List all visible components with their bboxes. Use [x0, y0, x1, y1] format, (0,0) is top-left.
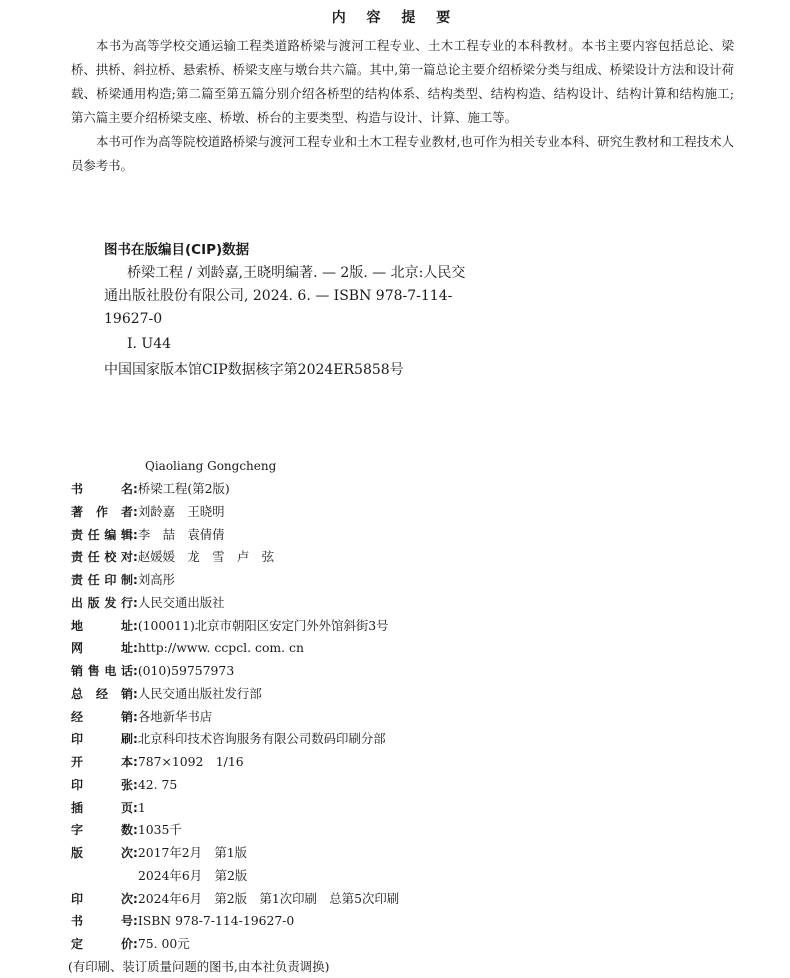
cip-classification: Ⅰ. U44	[127, 336, 172, 352]
colophon-label: 开 本	[71, 755, 133, 769]
colophon-colon: :	[133, 664, 138, 678]
colophon-colon: :	[133, 755, 138, 769]
colophon-label: 印 次	[71, 891, 133, 906]
colophon-footnote: (有印刷、装订质量问题的图书,由本社负责调换)	[68, 958, 330, 974]
cip-data-block	[104, 240, 474, 382]
colophon-row	[71, 524, 771, 547]
colophon-colon: :	[133, 641, 138, 656]
colophon-colon: :	[133, 914, 138, 929]
colophon-value: 刘龄嘉 王晓明	[137, 503, 225, 519]
colophon-value: 787×1092 1/16	[137, 754, 244, 769]
colophon-label: 网 址	[71, 641, 133, 656]
colophon-label: 总 经 销	[71, 686, 133, 701]
colophon-colon: :	[133, 504, 138, 519]
colophon-label: 出 版 发 行	[71, 595, 133, 610]
colophon-row	[71, 819, 771, 842]
colophon-label: 书 名	[71, 482, 133, 496]
colophon-label: 责 任 编 辑	[71, 527, 133, 542]
colophon-value: 北京科印技术咨询服务有限公司数码印刷分部	[137, 731, 386, 747]
colophon-rows	[71, 478, 771, 956]
colophon-row	[71, 865, 771, 888]
colophon-label: 字 数	[71, 823, 133, 838]
colophon-row	[71, 683, 771, 706]
colophon-label: 责 任 印 制	[71, 573, 133, 587]
colophon-label: 书 号	[71, 914, 133, 929]
colophon-row	[71, 933, 771, 956]
colophon-label: 定 价	[71, 937, 133, 951]
colophon-row	[71, 592, 771, 615]
colophon-value: 人民交通出版社	[137, 594, 225, 610]
colophon-value: (010)59757973	[137, 663, 235, 678]
colophon-colon: :	[133, 527, 138, 542]
pinyin-title: Qiaoliang Gongcheng	[145, 459, 277, 473]
colophon-colon: :	[133, 709, 138, 724]
colophon-value: 人民交通出版社发行部	[137, 685, 262, 701]
cip-record: 桥梁工程 / 刘龄嘉,王晓明编著. — 2版. — 北京:人民交通出版社股份有限公司, 2024. 6. — ISBN 978-7-114-19627-0	[104, 265, 466, 327]
colophon-value: ISBN 978-7-114-19627-0	[137, 913, 295, 929]
colophon-value: 赵媛媛 龙 雪 卢 弦	[137, 549, 275, 565]
colophon-value: 李 喆 袁倩倩	[137, 526, 225, 542]
colophon-row	[71, 478, 771, 501]
colophon-colon: :	[133, 686, 138, 701]
colophon-colon: :	[133, 573, 138, 587]
colophon-label: 版 次	[71, 846, 133, 860]
colophon-colon: :	[133, 937, 138, 951]
colophon-label: 印 刷	[71, 732, 133, 747]
colophon-row	[71, 910, 771, 933]
colophon-value: 75. 00元	[137, 936, 190, 951]
colophon-label: 销 售 电 话	[71, 664, 133, 678]
colophon-row	[71, 751, 771, 774]
summary-title: 内 容 提 要	[331, 10, 459, 26]
colophon-label: 经 销	[71, 709, 133, 724]
colophon-value: 各地新华书店	[137, 708, 213, 724]
colophon-row	[71, 774, 771, 797]
colophon-label: 著 作 者	[71, 504, 133, 519]
colophon-row	[71, 728, 771, 751]
colophon-row	[71, 501, 771, 524]
colophon-row	[71, 569, 771, 592]
colophon-value: 1	[137, 799, 146, 815]
colophon-label: 插 页	[71, 800, 133, 815]
colophon-row	[71, 842, 771, 865]
colophon-label: 责 任 校 对	[71, 550, 133, 565]
colophon-value: 42. 75	[137, 776, 178, 792]
colophon-colon: :	[133, 823, 138, 838]
colophon-row	[71, 637, 771, 660]
colophon-row	[71, 888, 771, 911]
colophon-value: 2024年6月 第2版	[138, 867, 248, 883]
colophon-row	[71, 706, 771, 729]
colophon-colon: :	[133, 482, 138, 496]
colophon-value: http://www. ccpcl. com. cn	[137, 640, 304, 656]
colophon-colon: :	[133, 891, 138, 906]
colophon-colon: :	[133, 846, 138, 860]
colophon-colon: :	[133, 777, 138, 792]
colophon-colon: :	[133, 618, 138, 633]
colophon-colon: :	[133, 550, 138, 565]
colophon-row	[71, 546, 771, 569]
colophon-value: 刘高彤	[137, 572, 175, 587]
cip-heading: 图书在版编目(CIP)数据	[104, 242, 250, 258]
colophon-value: 2024年6月 第2版 第1次印刷 总第5次印刷	[137, 890, 400, 906]
colophon-row	[71, 660, 771, 683]
colophon-value: 桥梁工程(第2版)	[137, 481, 230, 496]
summary-paragraph-1: 本书为高等学校交通运输工程类道路桥梁与渡河工程专业、土木工程专业的本科教材。本书主要内容包括总论、梁桥、拱桥、斜拉桥、悬索桥、桥梁支座与墩台共六篇。其中,第一篇总论主要介绍桥梁分类与组成、桥梁设计方法和设计荷载、桥梁通用构造;第二篇至第五篇分别介绍各桥型的结构体系、结构类型、结构构造、结构设计、结构计算和结构施工;第六篇主要介绍桥梁支座、桥墩、桥台的主要类型、构造与设计、计算、施工等。	[71, 38, 734, 125]
summary-paragraph-2: 本书可作为高等院校道路桥梁与渡河工程专业和土木工程专业教材,也可作为相关专业本科、研究生教材和工程技术人员参考书。	[71, 134, 734, 173]
colophon	[68, 478, 771, 978]
colophon-row	[71, 615, 771, 638]
cip-number: 中国国家版本馆CIP数据核字第2024ER5858号	[104, 362, 404, 378]
colophon-value: 1035千	[137, 822, 182, 838]
colophon-colon: :	[133, 800, 138, 815]
colophon-value: (100011)北京市朝阳区安定门外外馆斜街3号	[137, 617, 389, 633]
colophon-colon: :	[133, 732, 138, 747]
colophon-row	[71, 797, 771, 820]
colophon-colon: :	[133, 595, 138, 610]
colophon-label: 印 张	[71, 777, 133, 792]
colophon-value: 2017年2月 第1版	[137, 845, 248, 860]
colophon-label: 地 址	[71, 618, 133, 633]
